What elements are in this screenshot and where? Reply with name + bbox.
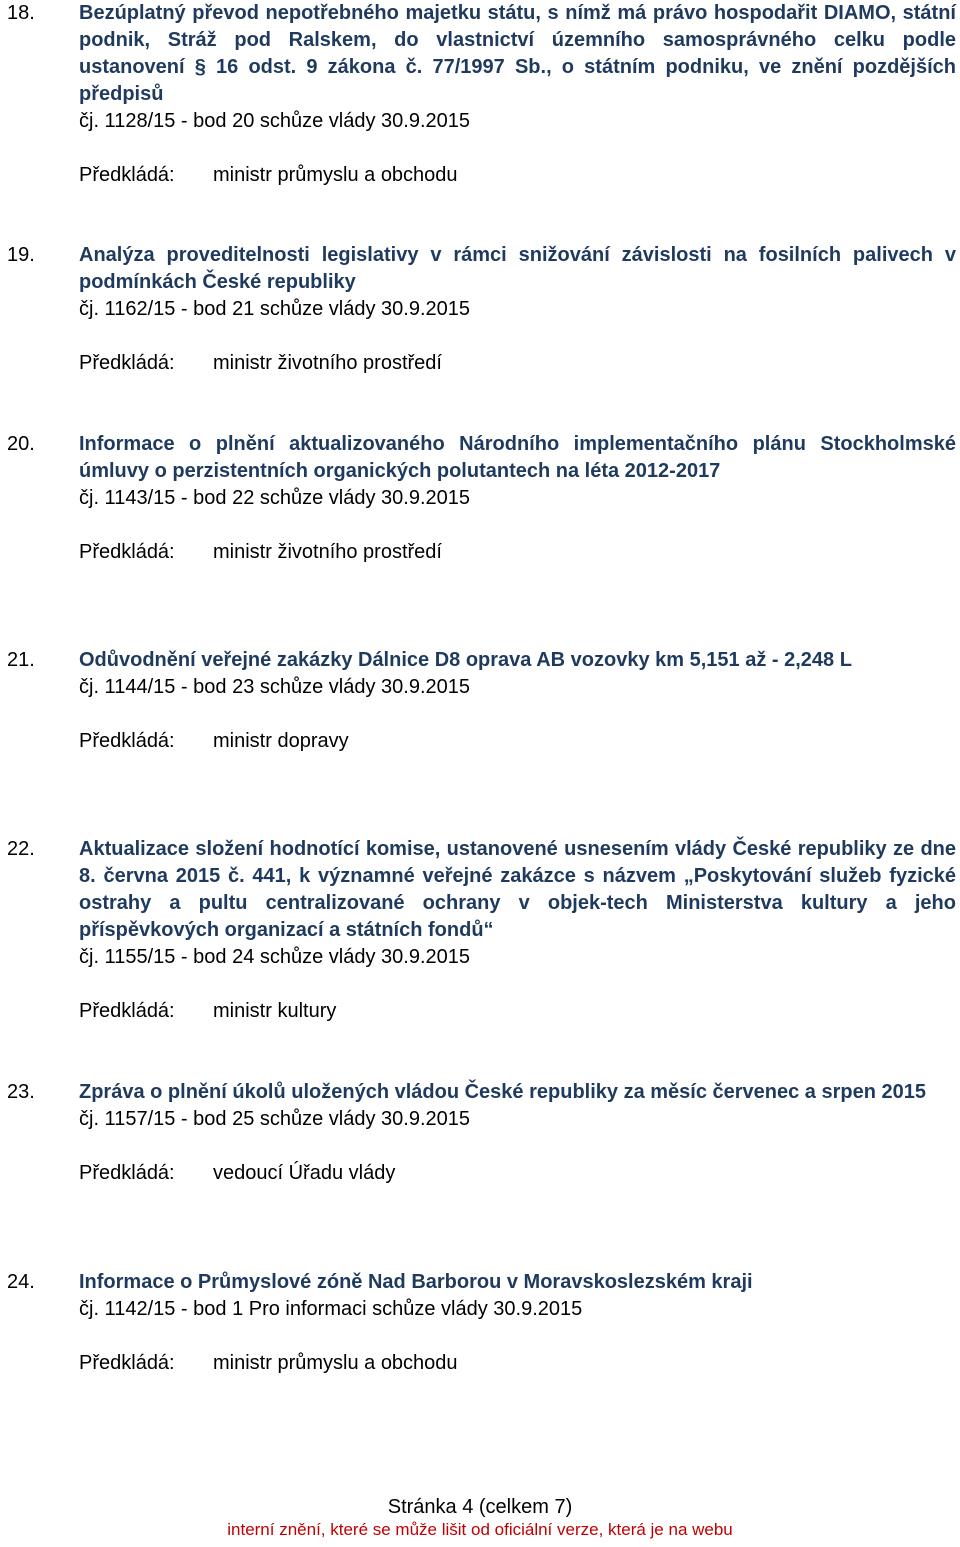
item-reference: čj. 1144/15 - bod 23 schůze vlády 30.9.2015	[79, 676, 471, 698]
item-title: Bezúplatný převod nepotřebného majetku státu, s nímž má právo hospodařit DIAMO, státní podnik, Stráž pod Ralskem, do vlastnictví územního samosprávného celku podle ustanovení § 16 odst. 9 zákona č. 77/1997 Sb., o státním podniku, ve znění pozdějších předpisů	[79, 2, 956, 105]
item-body	[79, 0, 956, 189]
presenter-value: ministr životního prostředí	[213, 352, 442, 374]
item-body	[79, 647, 956, 755]
presenter-label: Předkládá:	[79, 730, 175, 752]
presenter-label: Předkládá:	[79, 541, 175, 563]
item-reference: čj. 1143/15 - bod 22 schůze vlády 30.9.2015	[79, 487, 471, 509]
item-presenter	[79, 162, 956, 189]
item-body	[79, 836, 956, 1025]
item-number: 21.	[7, 649, 35, 671]
page-footer	[0, 1495, 960, 1541]
item-presenter	[79, 350, 956, 377]
item-title: Analýza proveditelnosti legislativy v rámci snižování závislosti na fosilních palivech v podmínkách České republiky	[79, 244, 956, 293]
item-number: 23.	[7, 1081, 35, 1103]
presenter-value: vedoucí Úřadu vlády	[213, 1162, 396, 1184]
item-number: 18.	[7, 2, 35, 24]
item-title: Informace o Průmyslové zóně Nad Barborou v Moravskoslezském kraji	[79, 1271, 753, 1293]
presenter-label: Předkládá:	[79, 164, 175, 186]
item-body	[79, 431, 956, 566]
item-body	[79, 242, 956, 377]
item-reference: čj. 1142/15 - bod 1 Pro informaci schůze vlády 30.9.2015	[79, 1298, 583, 1320]
presenter-value: ministr kultury	[213, 1000, 337, 1022]
item-presenter	[79, 998, 956, 1025]
item-number: 19.	[7, 244, 35, 266]
presenter-value: ministr průmyslu a obchodu	[213, 164, 458, 186]
item-reference: čj. 1162/15 - bod 21 schůze vlády 30.9.2015	[79, 298, 471, 320]
item-presenter	[79, 728, 956, 755]
item-body	[79, 1269, 956, 1377]
presenter-value: ministr životního prostředí	[213, 541, 442, 563]
presenter-label: Předkládá:	[79, 1162, 175, 1184]
item-presenter	[79, 539, 956, 566]
item-presenter	[79, 1350, 956, 1377]
item-title: Informace o plnění aktualizovaného Národního implementačního plánu Stockholmské úmluvy o perzistentních organických polutantech na léta 2012-2017	[79, 433, 956, 482]
page-number: Stránka 4 (celkem 7)	[387, 1496, 573, 1518]
presenter-label: Předkládá:	[79, 1000, 175, 1022]
presenter-label: Předkládá:	[79, 1352, 175, 1374]
disclaimer-note: interní znění, které se může lišit od oficiální verze, která je na webu	[227, 1520, 733, 1539]
item-number: 20.	[7, 433, 35, 455]
item-body	[79, 1079, 956, 1187]
item-reference: čj. 1157/15 - bod 25 schůze vlády 30.9.2015	[79, 1108, 471, 1130]
item-presenter	[79, 1160, 956, 1187]
item-number: 24.	[7, 1271, 35, 1293]
item-title: Aktualizace složení hodnotící komise, ustanovené usnesením vlády České republiky ze dne 8. června 2015 č. 441, k významné veřejné zakázce s názvem „Poskytování služeb fyzické ostrahy a pultu centralizované ochrany v objek-tech Ministerstva kultury a jeho příspěvkových organizací a státních fondů“	[79, 838, 956, 941]
item-number: 22.	[7, 838, 35, 860]
item-reference: čj. 1128/15 - bod 20 schůze vlády 30.9.2015	[79, 110, 471, 132]
presenter-value: ministr průmyslu a obchodu	[213, 1352, 458, 1374]
item-title: Odůvodnění veřejné zakázky Dálnice D8 oprava AB vozovky km 5,151 až - 2,248 L	[79, 649, 852, 671]
presenter-value: ministr dopravy	[213, 730, 349, 752]
item-title: Zpráva o plnění úkolů uložených vládou České republiky za měsíc červenec a srpen 2015	[79, 1081, 927, 1103]
presenter-label: Předkládá:	[79, 352, 175, 374]
item-reference: čj. 1155/15 - bod 24 schůze vlády 30.9.2015	[79, 946, 471, 968]
